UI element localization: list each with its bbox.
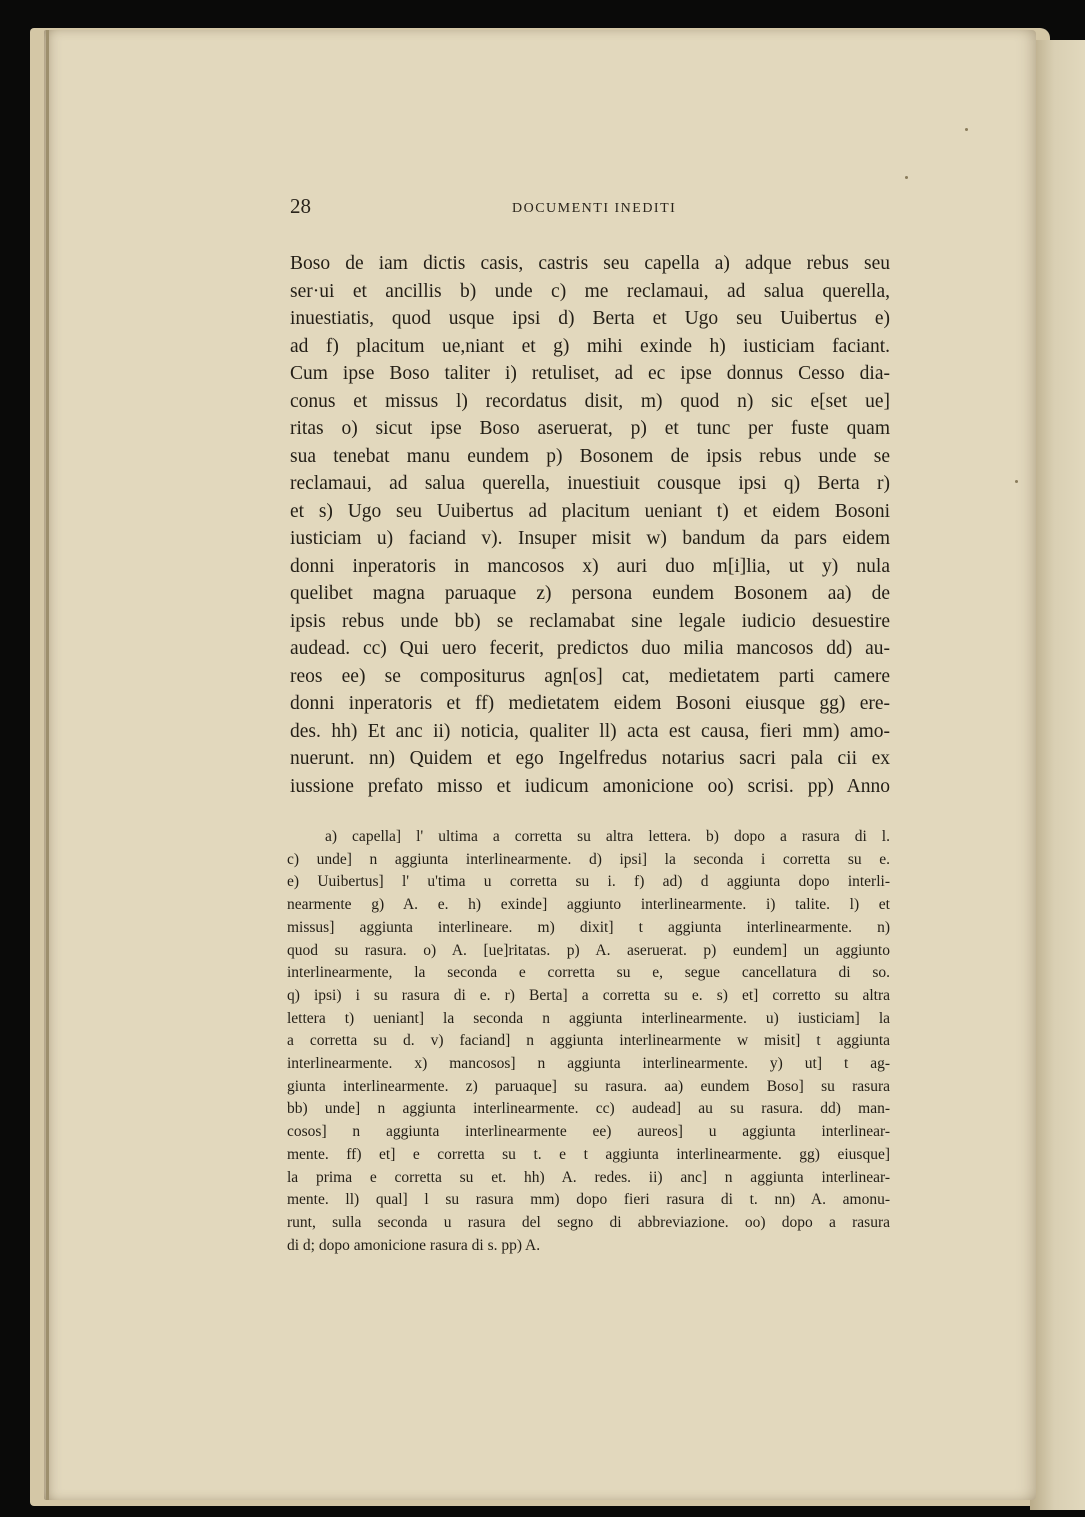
footnote-line: interlinearmente, la seconda e corretta su e, segue cancellatura di so. <box>287 964 890 982</box>
running-head: DOCUMENTI INEDITI <box>512 201 677 216</box>
text-line: audead. cc) Qui uero fecerit, predictos duo milia mancosos dd) au- <box>290 638 890 659</box>
footnote-line: interlinearmente. x) mancosos] n aggiunta interlinearmente. y) ut] t ag- <box>287 1055 890 1073</box>
footnote-line: nearmente g) A. e. h) exinde] aggiunto interlinearmente. i) talite. l) et <box>287 896 890 914</box>
paper-speck <box>965 128 968 131</box>
footnote-line: a corretta su d. v) faciand] n aggiunta interlinearmente w misit] t aggiunta <box>287 1032 890 1050</box>
footnote-line: e) Uuibertus] l' u'tima u corretta su i. f) ad) d aggiunta dopo interli- <box>287 873 890 891</box>
page-number: 28 <box>290 194 311 218</box>
text-line: ad f) placitum ue,niant et g) mihi exinde h) iusticiam faciant. <box>290 335 890 357</box>
text-line: Cum ipse Boso taliter i) retuliset, ad ec ipse donnus Cesso dia- <box>290 363 890 384</box>
text-line: sua tenebat manu eundem p) Bosonem de ipsis rebus unde se <box>290 445 890 467</box>
footnote-line: giunta interlinearmente. z) paruaque] su rasura. aa) eundem Boso] su rasura <box>287 1077 890 1095</box>
text-line: ipsis rebus unde bb) se reclamabat sine legale iudicio desuestire <box>290 610 890 632</box>
text-line: conus et missus l) recordatus disit, m) quod n) sic e[set ue] <box>290 390 890 412</box>
paper-speck <box>1015 480 1018 483</box>
text-line: Boso de iam dictis casis, castris seu capella a) adque rebus seu <box>290 253 890 274</box>
text-line: iusticiam u) faciand v). Insuper misit w) bandum da pars eidem <box>290 528 890 549</box>
document-body <box>290 250 890 800</box>
footnote-line: cosos] n aggiunta interlinearmente ee) aureos] u aggiunta interlinear- <box>287 1123 890 1141</box>
text-line: ritas o) sicut ipse Boso aseruerat, p) et tunc per fuste quam <box>290 418 890 439</box>
text-line: nuerunt. nn) Quidem et ego Ingelfredus notarius sacri pala cii ex <box>290 748 890 769</box>
text-line: des. hh) Et anc ii) noticia, qualiter ll) acta est causa, fieri mm) amo- <box>290 720 890 742</box>
footnote-line: la prima e corretta su et. hh) A. redes. ii) anc] n aggiunta interlinear- <box>287 1168 890 1186</box>
footnote-line: c) unde] n aggiunta interlinearmente. d) ipsi] la seconda i corretta su e. <box>287 850 890 868</box>
footnote-line: a) capella] l' ultima a corretta su altra lettera. b) dopo a rasura di l. <box>325 828 890 845</box>
text-line: ser·ui et ancillis b) unde c) me reclamaui, ad salua querella, <box>290 280 890 302</box>
facing-page-edge <box>1030 40 1085 1510</box>
footnote-line: di d; dopo amonicione rasura di s. pp) A. <box>287 1236 541 1254</box>
footnote-line: runt, sulla seconda u rasura del segno di abbreviazione. oo) dopo a rasura <box>287 1213 890 1231</box>
text-line: et s) Ugo seu Uuibertus ad placitum ueniant t) et eidem Bosoni <box>290 500 890 522</box>
footnote-line: bb) unde] n aggiunta interlinearmente. cc) audead] au su rasura. dd) man- <box>287 1100 890 1118</box>
text-line: donni inperatoris et ff) medietatem eidem Bosoni eiusque gg) ere- <box>290 693 890 714</box>
text-line: reclamaui, ad salua querella, inuestiuit cousque ipsi q) Berta r) <box>290 473 890 494</box>
footnote-line: mente. ll) qual] l su rasura mm) dopo fieri rasura di t. nn) A. amonu- <box>287 1191 890 1209</box>
footnote-line: q) ipsi) i su rasura di e. r) Berta] a corretta su e. s) et] corretto su altra <box>287 986 890 1004</box>
text-line: inuestiatis, quod usque ipsi d) Berta et Ugo seu Uuibertus e) <box>290 308 890 329</box>
paper-speck <box>905 176 908 179</box>
text-line: donni inperatoris in mancosos x) auri duo m[i]lia, ut y) nula <box>290 555 890 577</box>
footnote-line: quod su rasura. o) A. [ue]ritatas. p) A. aseruerat. p) eundem] un aggiunto <box>287 941 890 959</box>
footnote-line: mente. ff) et] e corretta su t. e t aggiunta interlinearmente. gg) eiusque] <box>287 1145 890 1163</box>
page-gutter-line <box>46 30 49 1500</box>
text-line: quelibet magna paruaque z) persona eundem Bosonem aa) de <box>290 583 890 604</box>
text-line: iussione prefato misso et iudicum amonicione oo) scrisi. pp) Anno <box>290 775 890 797</box>
footnote-line: missus] aggiunta interlineare. m) dixit] t aggiunta interlinearmente. n) <box>287 918 890 936</box>
footnote-line: lettera t) ueniant] la seconda n aggiunta interlinearmente. u) iusticiam] la <box>287 1009 890 1027</box>
text-line: reos ee) se compositurus agn[os] cat, medietatem parti camere <box>290 665 890 687</box>
page-header <box>290 194 890 224</box>
footnotes <box>287 826 890 1257</box>
